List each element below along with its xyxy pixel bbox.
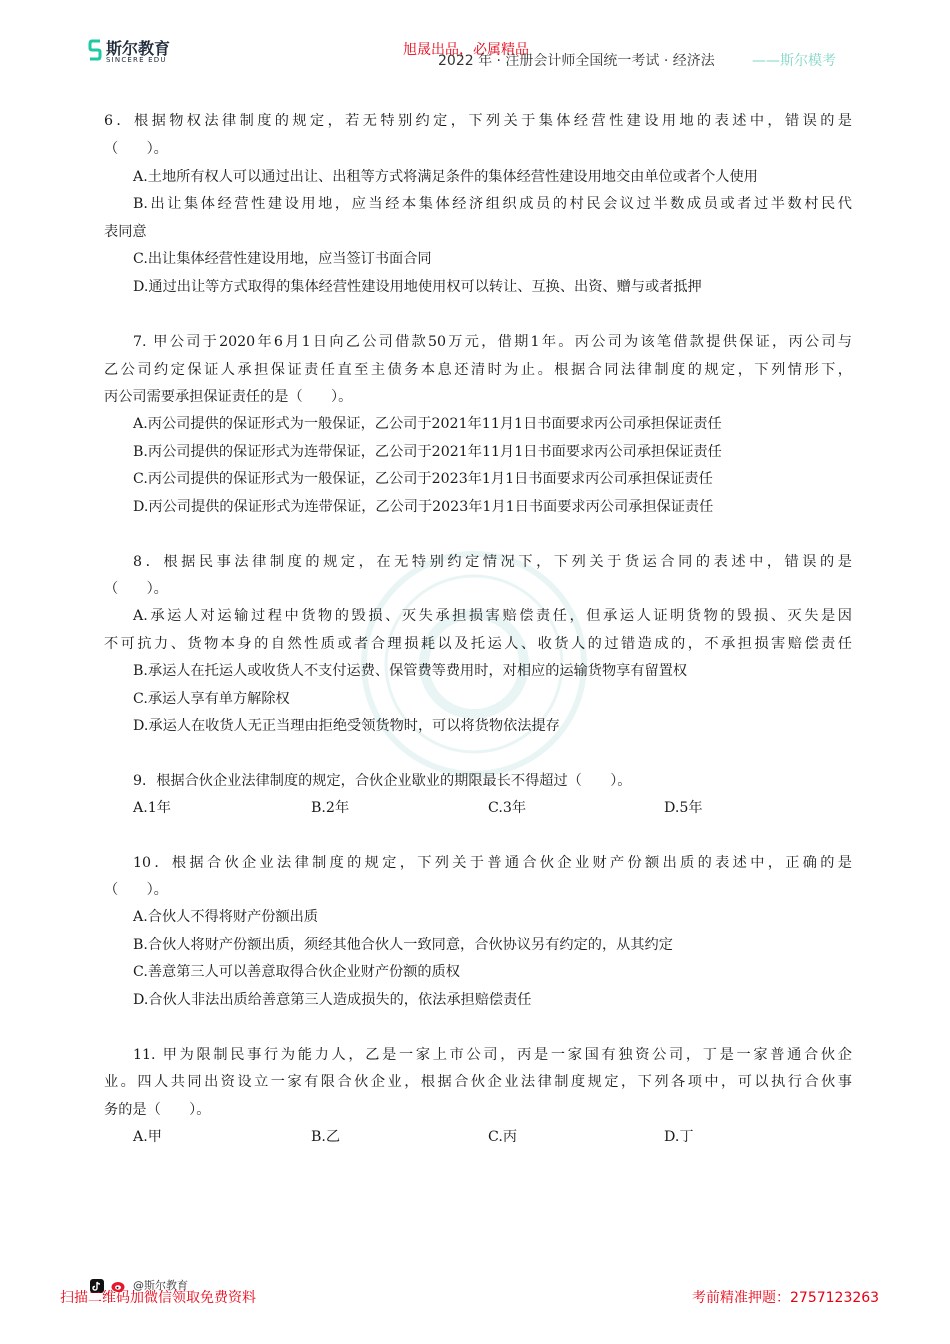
q6-option-b-line-1: B.出让集体经营性建设用地，应当经本集体经济组织成员的村民会议过半数成员或者过半数村民代 xyxy=(133,196,852,212)
q11-option-c: C.丙 xyxy=(488,1129,518,1145)
q11-stem-line-3: 务的是（ ）。 xyxy=(104,1102,211,1118)
q7-stem-line-3: 丙公司需要承担保证责任的是（ ）。 xyxy=(104,389,353,405)
q9-stem: 9．根据合伙企业法律制度的规定，合伙企业歇业的期限最长不得超过（ ）。 xyxy=(133,773,632,789)
q6-option-a: A.土地所有权人可以通过出让、出租等方式将满足条件的集体经营性建设用地交由单位或者个人使用 xyxy=(133,169,758,185)
q11-option-b: B.乙 xyxy=(311,1129,341,1145)
q6-stem-line-2: （ ）。 xyxy=(104,141,168,157)
q7-option-d: D.丙公司提供的保证形式为连带保证，乙公司于2023年1月1日书面要求丙公司承担保证责任 xyxy=(133,499,714,515)
q8-option-a-line-1: A.承运人对运输过程中货物的毁损、灭失承担损害赔偿责任，但承运人证明货物的毁损、灭失是因 xyxy=(133,608,852,624)
q11-option-a: A.甲 xyxy=(133,1129,162,1145)
q8-stem-line-1: 8．根据民事法律制度的规定，在无特别约定情况下，下列关于货运合同的表述中，错误的是 xyxy=(133,554,852,570)
q10-option-a: A.合伙人不得将财产份额出质 xyxy=(133,909,319,925)
q10-option-d: D.合伙人非法出质给善意第三人造成损失的，依法承担赔偿责任 xyxy=(133,992,532,1008)
q10-option-c: C.善意第三人可以善意取得合伙企业财产份额的质权 xyxy=(133,964,460,980)
q9-option-b: B.2年 xyxy=(311,800,350,816)
brand-logo xyxy=(88,36,188,66)
page-header xyxy=(0,0,950,80)
q10-stem-line-1: 10．根据合伙企业法律制度的规定，下列关于普通合伙企业财产份额出质的表述中，正确的是 xyxy=(133,855,852,871)
q7-option-b: B.丙公司提供的保证形式为连带保证，乙公司于2021年11月1日书面要求丙公司承担保证责任 xyxy=(133,444,722,460)
q8-option-c: C.承运人享有单方解除权 xyxy=(133,691,290,707)
footer-qr-promo: 扫描二维码加微信领取免费资料 xyxy=(60,1290,256,1306)
q7-option-c: C.丙公司提供的保证形式为一般保证，乙公司于2023年1月1日书面要求丙公司承担保证责任 xyxy=(133,471,713,487)
q8-stem-line-2: （ ）。 xyxy=(104,581,168,597)
q8-option-b: B.承运人在托运人或收货人不支付运费、保管费等费用时，对相应的运输货物享有留置权 xyxy=(133,663,688,679)
q10-option-b: B.合伙人将财产份额出质，须经其他合伙人一致同意，合伙协议另有约定的，从其约定 xyxy=(133,937,673,953)
q11-stem-line-2: 业。四人共同出资设立一家有限合伙企业，根据合伙企业法律制度规定，下列各项中，可以执行合伙事 xyxy=(104,1074,852,1090)
exam-title: 2022 年 · 注册会计师全国统一考试 · 经济法 xyxy=(438,53,715,69)
promo-slogan: 旭晟出品，必属精品 xyxy=(403,42,529,58)
q6-option-c: C.出让集体经营性建设用地，应当签订书面合同 xyxy=(133,251,432,267)
q6-stem-line-1: 6．根据物权法律制度的规定，若无特别约定，下列关于集体经营性建设用地的表述中，错误的是 xyxy=(104,113,852,129)
logo-s-icon xyxy=(88,38,102,62)
q10-stem-line-2: （ ）。 xyxy=(104,882,168,898)
q11-stem-line-1: 11. 甲为限制民事行为能力人，乙是一家上市公司，丙是一家国有独资公司，丁是一家普通合伙企 xyxy=(133,1047,852,1063)
social-handle: @斯尔教育 xyxy=(133,1279,188,1292)
q6-option-b-line-2: 表同意 xyxy=(104,224,147,240)
q9-option-c: C.3年 xyxy=(488,800,527,816)
brand-tag: ——斯尔模考 xyxy=(752,53,836,69)
q7-stem-line-2: 乙公司约定保证人承担保证责任直至主债务本息还清时为止。根据合同法律制度的规定，下列情形下， xyxy=(104,362,852,378)
q8-option-a-line-2: 不可抗力、货物本身的自然性质或者合理损耗以及托运人、收货人的过错造成的，不承担损害赔偿责任 xyxy=(104,636,852,652)
q8-option-d: D.承运人在收货人无正当理由拒绝受领货物时，可以将货物依法提存 xyxy=(133,718,560,734)
q9-option-a: A.1年 xyxy=(133,800,171,816)
q7-option-a: A.丙公司提供的保证形式为一般保证，乙公司于2021年11月1日书面要求丙公司承担保证责任 xyxy=(133,416,722,432)
q6-option-d: D.通过出让等方式取得的集体经营性建设用地使用权可以转让、互换、出资、赠与或者抵押 xyxy=(133,279,702,295)
q7-stem-line-1: 7. 甲公司于2020年6月1日向乙公司借款50万元，借期1年。丙公司为该笔借款提供保证，丙公司与 xyxy=(133,334,852,350)
footer-contact: 考前精准押题：2757123263 xyxy=(692,1290,880,1306)
logo-english-text: SINCERE EDU xyxy=(106,56,167,64)
q11-option-d: D.丁 xyxy=(664,1129,694,1145)
logo-chinese-text: 斯尔教育 xyxy=(106,39,171,58)
q9-option-d: D.5年 xyxy=(664,800,703,816)
